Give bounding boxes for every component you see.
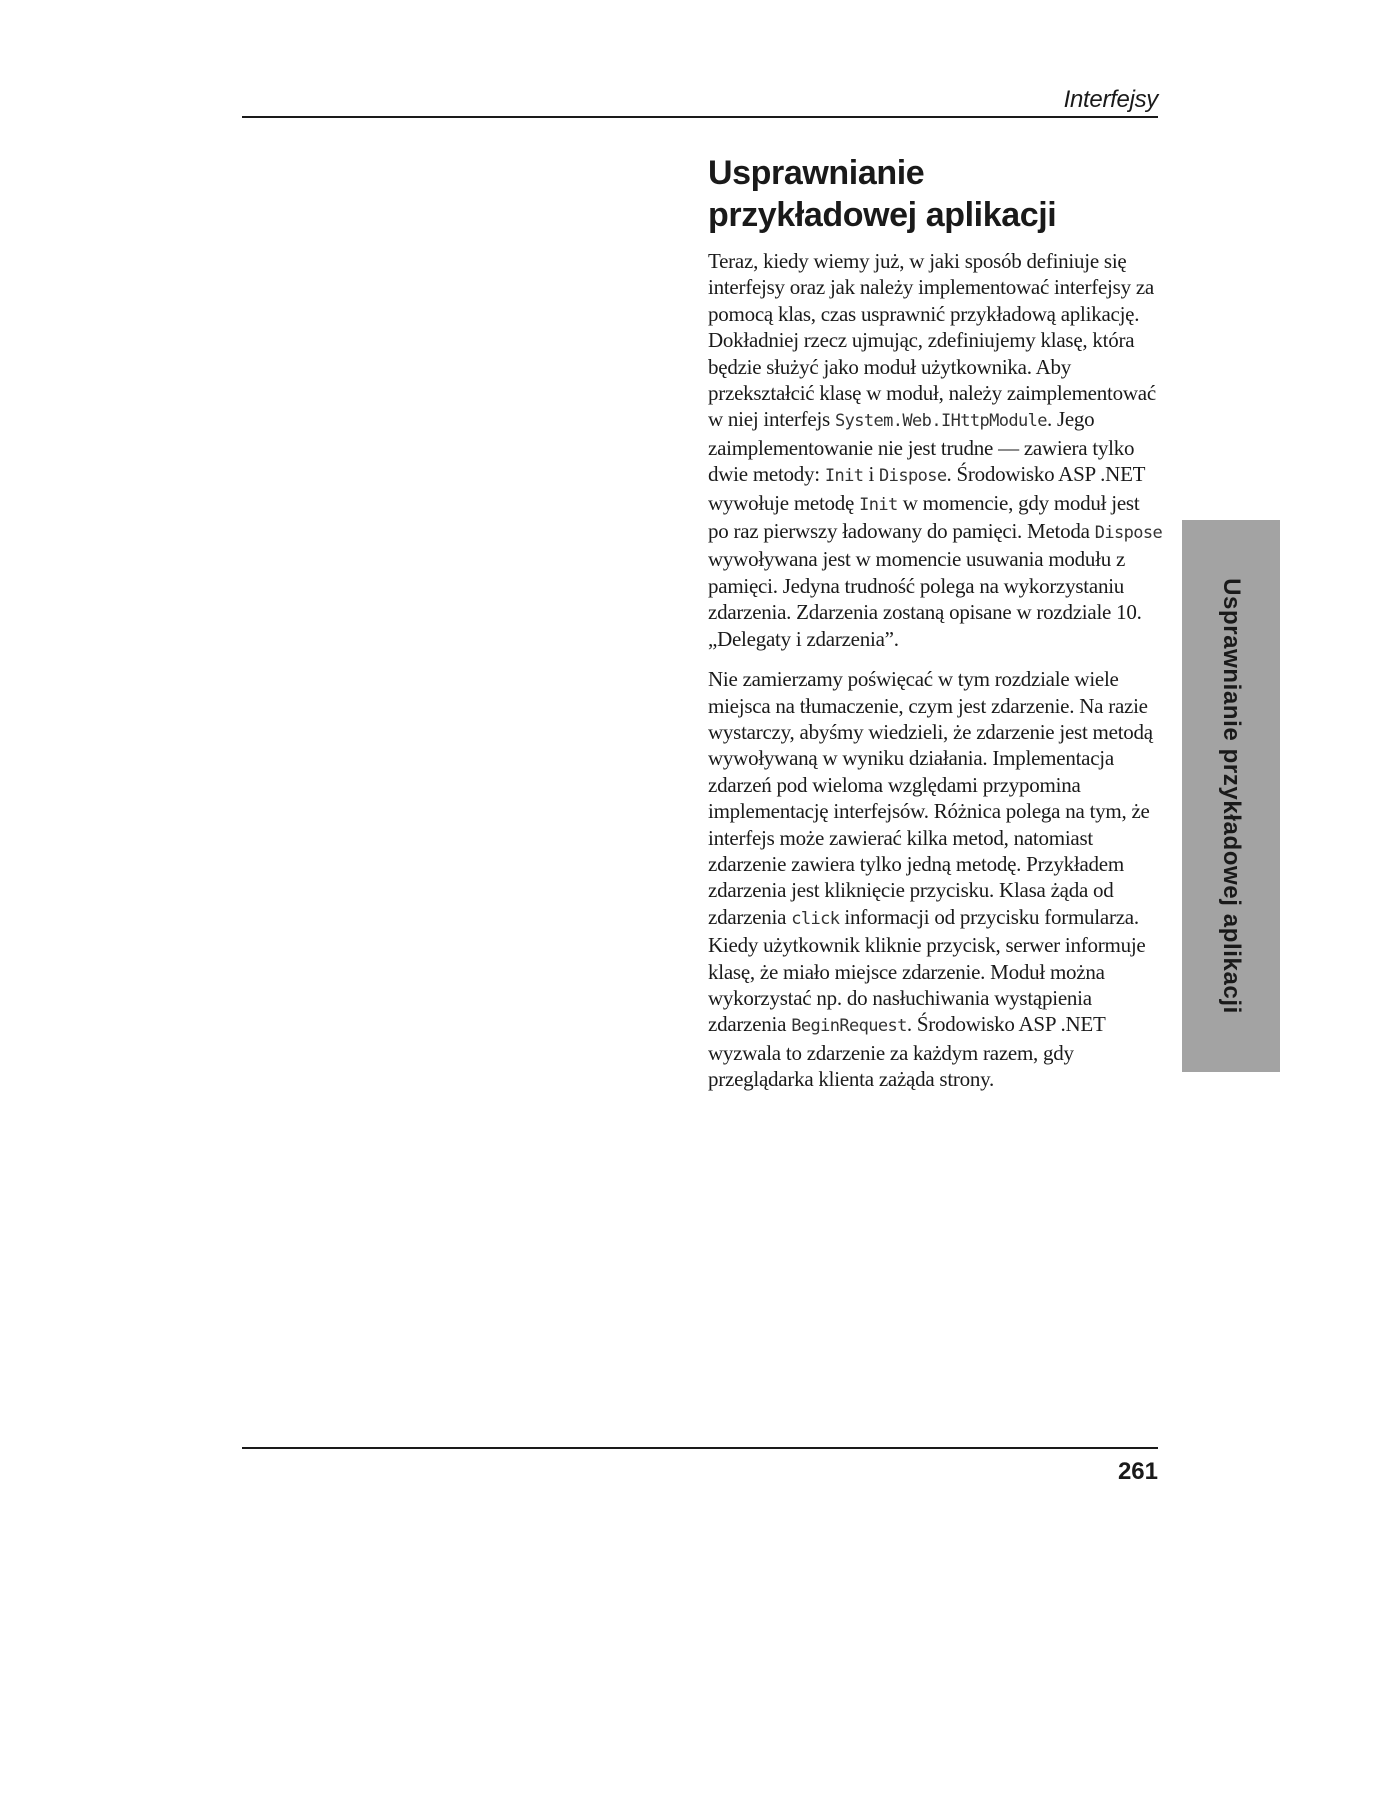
paragraph-1-text-4: . Środowisko ASP .NET wywołuje metodę — [708, 462, 1145, 515]
header-rule — [242, 116, 1158, 118]
code-system-web-ihttpmodule: System.Web.IHttpModule — [834, 411, 1047, 432]
section-title-line-2: przykładowej aplikacji — [708, 196, 1057, 234]
section-title — [708, 152, 1128, 236]
paragraph-1-text-5: w momencie, gdy moduł jest po raz pierwszy ładowany do pamięci. Metoda — [708, 490, 1140, 544]
code-click: click — [791, 908, 840, 929]
paragraph-2 — [708, 666, 1163, 1093]
thumb-tab — [1182, 520, 1280, 1072]
code-dispose-2: Dispose — [1094, 523, 1163, 544]
body-text — [708, 248, 1163, 1107]
paragraph-2-text-3: . Środowisko ASP .NET wyzwala to zdarzenie za każdym razem, gdy przeglądarka klienta zażąda strony. — [708, 1012, 1106, 1092]
paragraph-2-text-2: informacji od przycisku formularza. Kiedy użytkownik kliknie przycisk, serwer informuje klasę, że miało miejsce zdarzenie. Moduł można wykorzystać np. do nasłuchiwania wystąpienia zdarzenia — [708, 904, 1146, 1037]
paragraph-1-text-1: Teraz, kiedy wiemy już, w jaki sposób definiuje się interfejsy oraz jak należy implementować interfejsy za pomocą klas, czas usprawnić przykładową aplikację. Dokładniej rzecz ujmując, zdefiniujemy klasę, która będzie służyć jako moduł użytkownika. Aby przekształcić klasę w moduł, należy zaimplementować w niej interfejs — [708, 249, 1156, 432]
code-beginrequest: BeginRequest — [791, 1016, 907, 1037]
section-title-line-1: Usprawnianie — [708, 154, 925, 192]
paragraph-1-text-3: i — [863, 462, 880, 487]
paragraph-1-text-2: . Jego zaimplementowanie nie jest trudne — zawiera tylko dwie metody: — [708, 407, 1135, 487]
paragraph-2-text-1: Nie zamierzamy poświęcać w tym rozdziale wiele miejsca na tłumaczenie, czym jest zdarzenie. Na razie wystarczy, abyśmy wiedzieli, że zdarzenie jest metodą wywoływaną w wyniku działania. Implementacja zdarzeń pod wieloma względami przypomina implementację interfejsów. Różnica polega na tym, że interfejs może zawierać kilka metod, natomiast zdarzenie zawiera tylko jedną metodę. Przykładem zdarzenia jest kliknięcie przycisku. Klasa żąda od zdarzenia — [708, 667, 1153, 929]
running-head: Interfejsy — [1063, 86, 1158, 113]
paragraph-1-text-6: wywoływana jest w momencie usuwania modułu z pamięci. Jedyna trudność polega na wykorzystaniu zdarzenia. Zdarzenia zostaną opisane w rozdziale 10. „Delegaty i zdarzenia”. — [708, 547, 1142, 651]
paragraph-1 — [708, 248, 1163, 652]
page-number: 261 — [1117, 1458, 1158, 1485]
code-dispose: Dispose — [879, 466, 947, 487]
footer-rule — [242, 1447, 1158, 1449]
thumb-tab-label: Usprawnianie przykładowej aplikacji — [1218, 578, 1245, 1014]
code-init: Init — [824, 466, 864, 487]
code-init-2: Init — [859, 494, 898, 515]
